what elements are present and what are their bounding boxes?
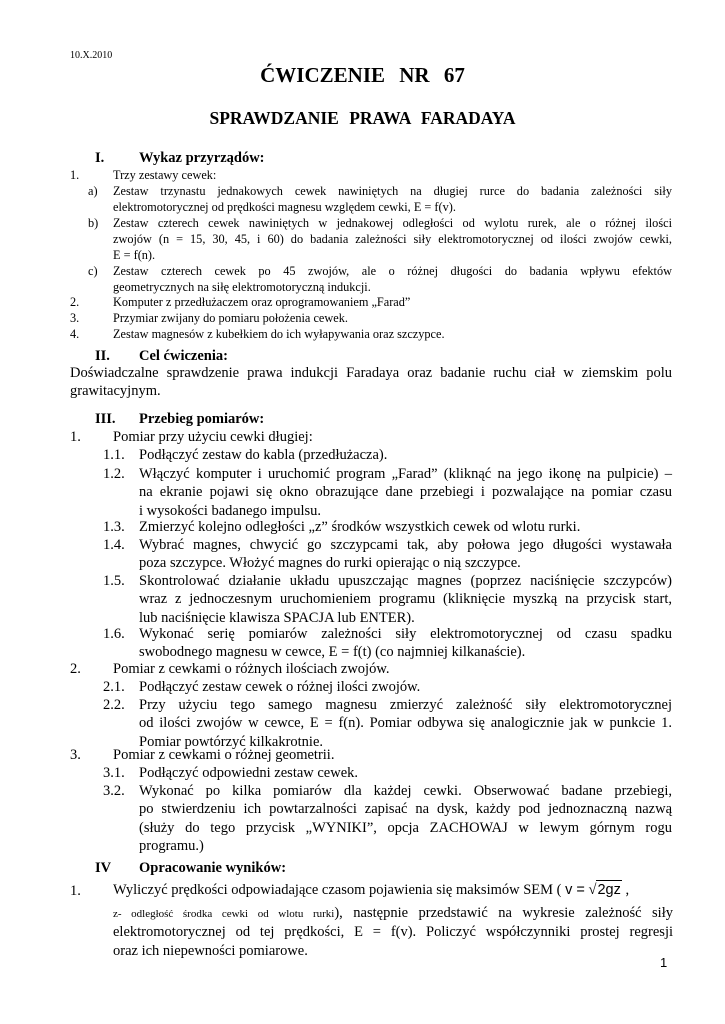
list-item-text: Komputer z przedłużaczem oraz oprogramowaniem „Farad”: [113, 295, 411, 309]
substep-number: 1.5.: [103, 573, 125, 589]
substep-text: [139, 782, 672, 856]
document-date: 10.X.2010: [70, 50, 113, 61]
section4-title: Opracowanie wyników:: [139, 860, 287, 876]
substep-text: [139, 465, 672, 520]
text-segment: ), następnie przedstawić na wykresie zależność siły: [334, 905, 673, 921]
text-line: po stwierdzeniu ich powtarzalności zapisać na dysk, każdy pod jednoznaczną nazwą: [139, 801, 672, 818]
text-line: Skontrolować działanie układu upuszczając magnes (poprzez naciśnięcie szczypców): [139, 573, 672, 589]
step-text: Pomiar z cewkami o różnych ilościach zwojów.: [113, 661, 390, 677]
text-line: Wybrać magnes, chwycić go szczypcami tak, aby połowa jego długości wystawała: [139, 537, 672, 553]
substep-number: 1.4.: [103, 537, 125, 553]
substep-text: Podłączyć odpowiedni zestaw cewek.: [139, 765, 359, 781]
text-segment: z- odległość środka cewki od wlotu rurki: [113, 908, 335, 920]
step-number: 1.: [70, 429, 81, 445]
text-line: Zestaw czterech cewek nawiniętych w jednakowej odległości od wylotu rurek, ale o różnej ilości: [113, 216, 672, 230]
text-line: programu.): [139, 838, 204, 855]
text-line: i wysokości badanego impulsu.: [139, 502, 322, 519]
text-line: od ilości zwojów w cewce, E = f(n). Pomiar odbywa się analogicznie jak w punkcie 1.: [139, 715, 672, 732]
text-line: elektromotorycznej od tej prędkości, E = f(v). Policzyć współczynniki prostej regresji: [113, 924, 673, 941]
list-item-text: [113, 263, 672, 295]
text-line: Wykonać po kilka pomiarów dla każdej cewki. Obserwować badane przebiegi,: [139, 783, 672, 799]
formula-radicand: 2gz: [597, 882, 621, 898]
substep-text: [139, 625, 672, 662]
substep-number: 3.2.: [103, 783, 125, 799]
text-line: geometrycznych na siłę elektromotoryczną indukcji.: [113, 280, 371, 294]
formula-lhs: v =: [565, 882, 585, 898]
formula-line: [113, 880, 673, 899]
page-subtitle: SPRAWDZANIE PRAWA FARADAYA: [209, 108, 516, 128]
substep-number: 1.1.: [103, 447, 125, 463]
step-number: 3.: [70, 747, 81, 763]
list-item-number: 3.: [70, 311, 80, 325]
text-line: grawitacyjnym.: [70, 383, 161, 400]
section2-body: [70, 364, 672, 401]
text-line: elektromotorycznej od prędkości magnesu względem cewki, E = f(v).: [113, 200, 456, 214]
substep-text: Zmierzyć kolejno odległości „z” środków wszystkich cewek od wlotu rurki.: [139, 519, 581, 535]
section2-number: II.: [95, 348, 110, 364]
text-line: Pomiar powtórzyć kilkakrotnie.: [139, 733, 324, 750]
page-title: ĆWICZENIE NR 67: [260, 63, 465, 87]
text-line: Zestaw czterech cewek po 45 zwojów, ale o różnej długości do badania wpływu efektów: [113, 264, 672, 278]
step-text: Pomiar z cewkami o różnej geometrii.: [113, 747, 335, 763]
text-line: oraz ich niepewności pomiarowe.: [113, 942, 308, 959]
list-item-text: Trzy zestawy cewek:: [113, 168, 217, 182]
text-segment: ,: [625, 882, 630, 898]
section2-title: Cel ćwiczenia:: [139, 348, 228, 364]
list-item-number: 4.: [70, 327, 80, 341]
substep-text: [139, 536, 672, 573]
section4-body: [113, 904, 673, 960]
text-line: Wykonać serię pomiarów zależności siły elektromotorycznej od czasu spadku: [139, 626, 672, 642]
text-segment: Wyliczyć prędkości odpowiadające czasom pojawienia się maksimów SEM (: [113, 882, 562, 898]
substep-text: Podłączyć zestaw cewek o różnej ilości zwojów.: [139, 679, 421, 695]
substep-number: 3.1.: [103, 765, 125, 781]
section4-number: IV: [95, 860, 112, 876]
substep-text: [139, 572, 672, 627]
text-line: (służy do tego przycisk „WYNIKI”, opcja ZACHOWAJ w lewym górnym rogu: [139, 819, 672, 836]
text-line: Doświadczalne sprawdzenie prawa indukcji Faradaya oraz badanie ruchu ciał w ziemskim polu: [70, 365, 672, 381]
section1-title: Wykaz przyrządów:: [139, 150, 265, 166]
text-line: zwojów (n = 15, 30, 45, i 60) do badania zależności siły elektromotorycznej od ilości zwojów cewki,: [113, 232, 672, 246]
text-line: Zestaw trzynastu jednakowych cewek nawiniętych na długiej rurce do badania zależności siły: [113, 184, 672, 198]
section3-title: Przebieg pomiarów:: [139, 411, 265, 427]
text-line: lub naciśnięcie klawisza SPACJA lub ENTER).: [139, 609, 415, 626]
step-number: 1.: [70, 883, 81, 899]
text-line: wraz z jednoczesnym uruchomieniem programu (kliknięcie myszką na przycisk start,: [139, 591, 672, 608]
sqrt-icon: √: [588, 882, 597, 898]
list-item-text: Przymiar zwijany do pomiaru położenia cewek.: [113, 311, 348, 325]
list-item-text: [113, 215, 672, 263]
list-item-number: 2.: [70, 295, 80, 309]
list-item-number: b): [88, 216, 99, 230]
step-number: 2.: [70, 661, 81, 677]
list-item-text: [113, 183, 672, 215]
substep-number: 2.1.: [103, 679, 125, 695]
text-line: Przy użyciu tego samego magnesu zmierzyć zależność siły elektromotorycznej: [139, 697, 672, 713]
text-line: Włączyć komputer i uruchomić program „Farad” (kliknąć na jego ikonę na pulpicie) –: [139, 466, 672, 482]
step-text: Pomiar przy użyciu cewki długiej:: [113, 429, 313, 445]
list-item-number: a): [88, 184, 98, 198]
page-number: 1: [660, 955, 668, 970]
list-item-text: Zestaw magnesów z kubełkiem do ich wyłapywania oraz szczypce.: [113, 327, 445, 341]
substep-number: 2.2.: [103, 697, 125, 713]
list-item-number: c): [88, 264, 98, 278]
text-line: swobodnego magnesu w cewce, E = f(t) (co najmniej kilkanaście).: [139, 644, 526, 661]
text-line: [113, 904, 673, 923]
substep-text: [139, 696, 672, 751]
text-line: E = f(n).: [113, 248, 156, 262]
substep-number: 1.2.: [103, 466, 125, 482]
substep-number: 1.6.: [103, 626, 125, 642]
list-item-number: 1.: [70, 168, 80, 182]
section3-number: III.: [95, 411, 116, 427]
text-line: na ekranie pojawi się okno obrazujące dane przebiegi i pozwalające na pomiar czasu: [139, 484, 672, 501]
text-line: poza szczypce. Włożyć magnes do rurki opierając o nią szczypce.: [139, 555, 521, 572]
substep-number: 1.3.: [103, 519, 125, 535]
section1-number: I.: [95, 150, 105, 166]
substep-text: Podłączyć zestaw do kabla (przedłużacza).: [139, 447, 388, 463]
